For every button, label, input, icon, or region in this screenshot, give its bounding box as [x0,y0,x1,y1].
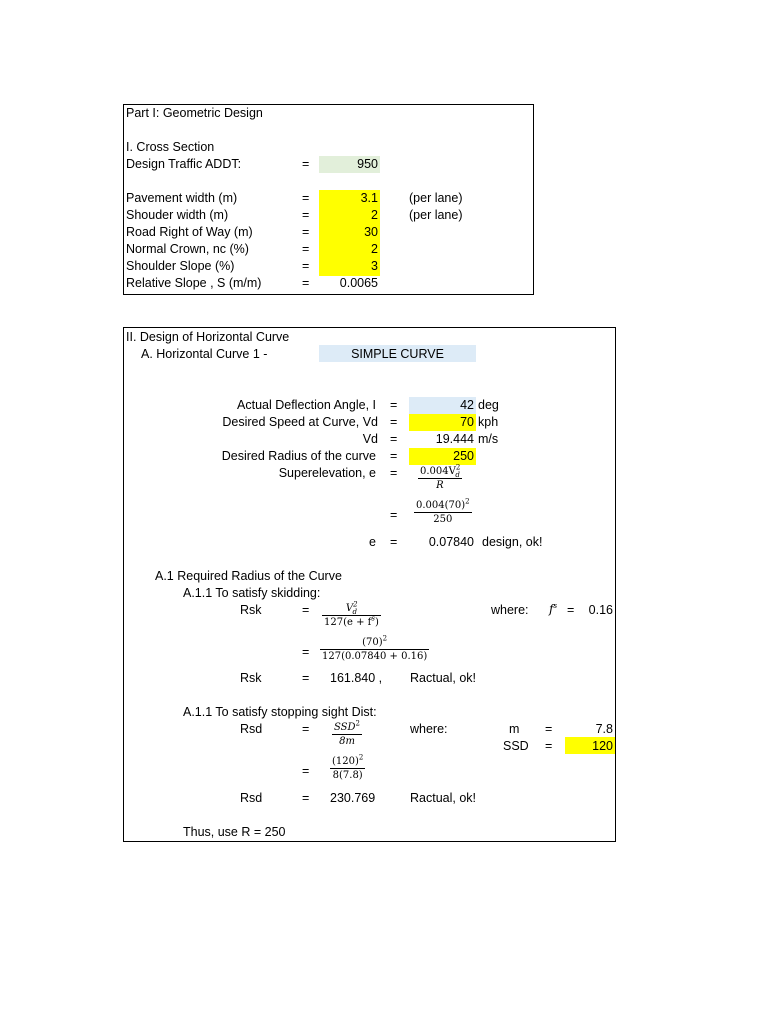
e-eq: = [390,535,398,549]
vd-value: 19.444 [435,432,474,446]
row-eq: = [302,276,310,290]
rsk-result-eq: = [302,671,310,685]
ssd-substitution: $\frac{(120)^2}{8(7.8)}$ [332,753,364,781]
rsk-result-label: Rsk [240,671,262,685]
ssd-sub-num: (120) [332,756,359,767]
radius-eq: = [390,449,398,463]
ssd-sub-den: 8(7.8) [332,770,363,781]
vd-unit: m/s [478,432,499,446]
superelev-substitution: $\frac{0.004(70)^2}{250}$ [416,497,470,525]
ssd-formula: SSD$^2$ 8m [334,719,361,747]
ssd-label: SSD [503,739,529,753]
vd-eq: = [390,432,398,446]
e-note: design, ok! [482,535,543,549]
e-value: 0.07840 [428,535,474,549]
speed-value[interactable]: 70 [460,415,474,429]
rsd-eq2: = [302,764,310,778]
row-note-shoulder-width: (per lane) [409,208,463,222]
row-value-relative-slope[interactable]: 0.0065 [339,276,378,290]
rsk-result-note: Ractual, ok! [410,671,477,685]
superelev-eq: = [390,466,398,480]
row-eq: = [302,259,310,273]
fs-value: 0.16 [588,603,613,617]
rsd-result-eq: = [302,791,310,805]
skid-title: A.1.1 To satisfy skidding: [183,586,321,600]
rsk-label: Rsk [240,603,262,617]
deflection-unit: deg [478,398,499,412]
rsd-result-label: Rsd [240,791,263,805]
vd-label: Vd [362,432,378,446]
ssd-where-label: where: [410,722,448,736]
row-label-addt: Design Traffic ADDT: [126,157,242,171]
rsd-result-note: Ractual, ok! [410,791,477,805]
m-eq: = [545,722,553,736]
superelev-eq2: = [390,508,398,522]
rsd-result-value: 230.769 [330,791,376,805]
row-value-shoulder-slope[interactable]: 3 [371,259,378,273]
speed-unit: kph [478,415,499,429]
row-label-shoulder-slope: Shoulder Slope (%) [126,259,235,273]
row-label-crown: Normal Crown, nc (%) [126,242,249,256]
deflection-value[interactable]: 42 [460,398,474,412]
e-label: e [369,535,376,549]
a1-title: A.1 Required Radius of the Curve [155,569,342,583]
skid-formula: $\frac{V^2_d}{127(e + f^s)}$ [324,600,379,628]
rsk-eq2: = [302,645,310,659]
ssd-eq: = [545,739,553,753]
row-value-addt[interactable]: 950 [357,157,378,171]
curve-type[interactable]: SIMPLE CURVE [351,347,444,361]
fs-eq: = [567,603,575,617]
row-eq: = [302,225,310,239]
fs-symbol: f [549,602,554,616]
ssd-formula-den: 8m [339,736,355,747]
row-value-pavement[interactable]: 3.1 [360,191,378,205]
superelev-formula-den: R [436,480,444,491]
curve-label: A. Horizontal Curve 1 - [141,347,268,361]
row-label-row: Road Right of Way (m) [126,225,253,239]
rsd-eq: = [302,722,310,736]
ssd-title: A.1.1 To satisfy stopping sight Dist: [183,705,377,719]
row-eq: = [302,157,310,171]
cross-section-heading: I. Cross Section [126,140,215,154]
superelev-formula: $\frac{0.004V^2_d}{R}$ [420,463,461,491]
superelev-label: Superelevation, e [278,466,376,480]
speed-label: Desired Speed at Curve, Vd [222,415,378,429]
part1-title: Part I: Geometric Design [126,106,263,120]
radius-value[interactable]: 250 [453,449,474,463]
superelev-sub-num: 0.004(70) [416,500,466,511]
skid-formula-num: V [345,603,354,614]
skid-substitution: $\frac{(70)^2}{127(0.07840 + 0.16)}$ [322,634,428,662]
row-eq: = [302,242,310,256]
fs-label: $f^s$ [549,601,558,616]
deflection-label: Actual Deflection Angle, I [237,398,376,412]
conclusion: Thus, use R = 250 [183,825,286,839]
row-label-relative-slope: Relative Slope , S (m/m) [126,276,262,290]
row-eq: = [302,191,310,205]
row-value-crown[interactable]: 2 [371,242,378,256]
row-eq: = [302,208,310,222]
skid-sub-den: 127(0.07840 + 0.16) [322,651,428,662]
row-label-pavement: Pavement width (m) [126,191,238,205]
row-label-shoulder-width: Shouder width (m) [126,208,229,222]
ssd-value[interactable]: 120 [592,739,613,753]
rsk-result-value: 161.840 , [330,671,383,685]
superelev-formula-num: 0.004V [420,466,456,477]
row-note-pavement: (per lane) [409,191,463,205]
part2-title: II. Design of Horizontal Curve [126,330,290,344]
m-value: 7.8 [595,722,613,736]
m-label: m [509,722,520,736]
ssd-formula-num: SSD [334,722,356,733]
radius-label: Desired Radius of the curve [221,449,376,463]
superelev-sub-den: 250 [433,514,453,525]
skid-sub-num: (70) [362,637,383,648]
where-label: where: [491,603,529,617]
row-value-shoulder-width[interactable]: 2 [371,208,378,222]
rsd-label: Rsd [240,722,263,736]
deflection-eq: = [390,398,398,412]
speed-eq: = [390,415,398,429]
skid-formula-den: 127(e + f [324,617,372,628]
rsk-eq: = [302,603,310,617]
row-value-row[interactable]: 30 [364,225,378,239]
